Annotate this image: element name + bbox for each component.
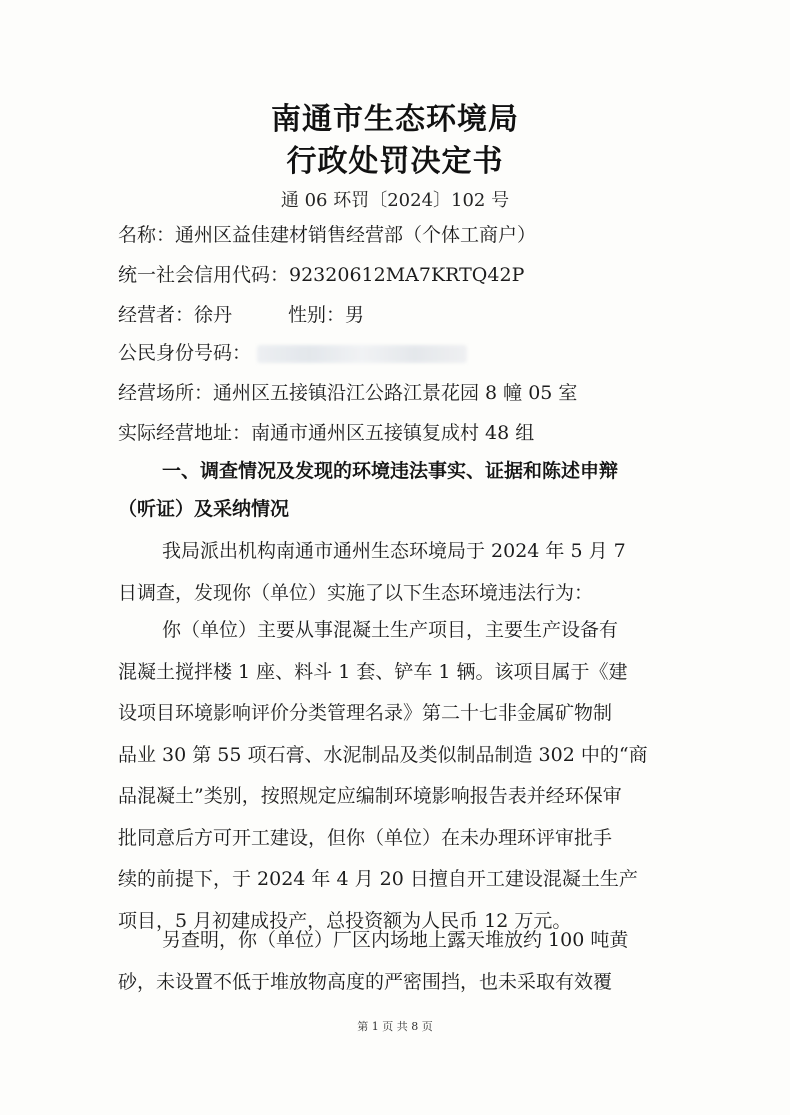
text-line: 设项目环境影响评价分类管理名录》第二十七非金属矿物制 <box>118 702 613 724</box>
section-heading-line1: 一、调查情况及发现的环境违法事实、证据和陈述申辩 <box>162 460 619 482</box>
text-line: 你（单位）主要从事混凝土生产项目，主要生产设备有 <box>162 619 619 641</box>
text-line: 批同意后方可开工建设，但你（单位）在未办理环评审批手 <box>118 826 613 849</box>
text-line: 品混凝土”类别，按照规定应编制环境影响报告表并经环保审 <box>118 785 622 807</box>
business-place: 经营场所：通州区五接镇沿江公路江景花园 8 幢 05 室 <box>118 382 578 404</box>
section-heading-line2: （听证）及采纳情况 <box>118 498 290 520</box>
text-line: 混凝土搅拌楼 1 座、料斗 1 套、铲车 1 辆。该项目属于《建 <box>118 660 628 683</box>
id-number-row <box>118 338 467 365</box>
text-line: 日调查，发现你（单位）实施了以下生态环境违法行为： <box>118 581 594 604</box>
text-line: 项目，5 月初建成投产，总投资额为人民币 12 万元。 <box>118 909 572 932</box>
page-number: 第 1 页 共 8 页 <box>357 1020 433 1033</box>
paragraph-violation <box>118 610 678 942</box>
paragraph-investigation <box>118 531 678 614</box>
operator-row <box>118 300 364 327</box>
id-number-label: 公民身份号码： <box>118 342 252 364</box>
text-line: 续的前提下，于 2024 年 4 月 20 日擅自开工建设混凝土生产 <box>118 868 638 890</box>
paragraph-additional-finding <box>118 920 678 1003</box>
agency-title: 南通市生态环境局 <box>271 102 519 137</box>
document-number: 通 06 环罚〔2024〕102 号 <box>280 190 510 211</box>
credit-code: 统一社会信用代码：92320612MA7KRTQ42P <box>118 264 525 286</box>
text-line: 我局派出机构南通市通州生态环境局于 2024 年 5 月 7 <box>162 540 626 562</box>
text-line: 另查明，你（单位）厂区内场地上露天堆放约 100 吨黄 <box>162 929 629 951</box>
party-name: 名称：通州区益佳建材销售经营部（个体工商户） <box>118 224 537 246</box>
document-title: 行政处罚决定书 <box>286 144 504 179</box>
actual-address: 实际经营地址：南通市通州区五接镇复成村 48 组 <box>118 422 535 444</box>
text-line: 品业 30 第 55 项石膏、水泥制品及类似制品制造 302 中的“商 <box>118 743 648 766</box>
operator-gender: 性别：男 <box>288 304 365 326</box>
operator-name: 经营者：徐丹 <box>118 304 233 326</box>
text-line: 砂，未设置不低于堆放物高度的严密围挡，也未采取有效覆 <box>118 970 613 993</box>
redacted-id-number <box>257 345 467 363</box>
